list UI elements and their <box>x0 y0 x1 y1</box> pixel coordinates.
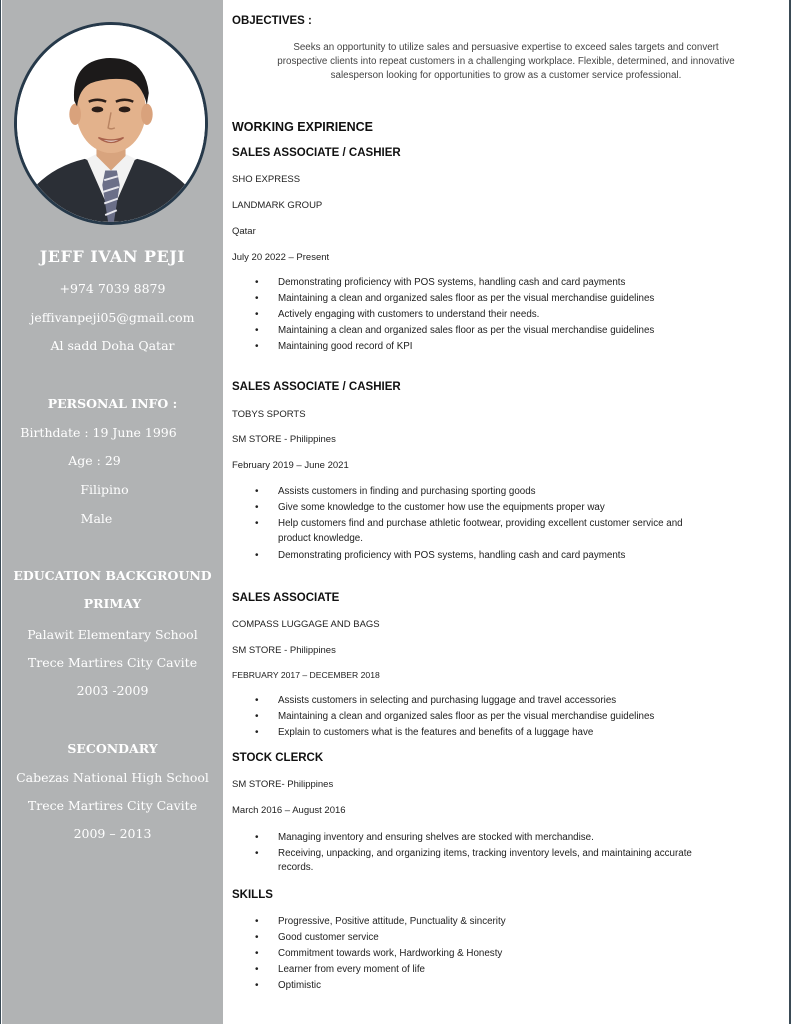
age: Age : 29 <box>68 453 121 468</box>
list-item: • Learner from every moment of life <box>278 962 758 978</box>
skills-heading: SKILLS <box>232 889 273 901</box>
list-item: • Progressive, Positive attitude, Punctuality & sincerity <box>278 914 758 930</box>
applicant-name: JEFF IVAN PEJI <box>39 247 186 266</box>
job-1-title: SALES ASSOCIATE / CASHIER <box>232 147 401 159</box>
secondary-heading: SECONDARY <box>67 741 158 756</box>
list-item: • Actively engaging with customers to understand their needs. <box>278 307 758 323</box>
job-3-dates: FEBRUARY 2017 – DECEMBER 2018 <box>232 670 380 680</box>
profile-photo <box>14 22 208 225</box>
secondary-location: Trece Martires City Cavite <box>27 798 198 813</box>
job-2-dates: February 2019 – June 2021 <box>232 460 349 471</box>
job-3-title: SALES ASSOCIATE <box>232 592 340 604</box>
education-heading: EDUCATION BACKGROUND <box>13 568 212 583</box>
job-3-location: SM STORE - Philippines <box>232 645 336 656</box>
job-2-location: SM STORE - Philippines <box>232 434 336 445</box>
primary-heading: PRIMAY <box>83 596 142 611</box>
job-1-location: Qatar <box>232 226 256 237</box>
list-item: • Explain to customers what is the features and benefits of a luggage have <box>278 725 758 741</box>
list-item: • Managing inventory and ensuring shelves are stocked with merchandise. <box>278 830 758 846</box>
primary-school: Palawit Elementary School <box>27 627 198 642</box>
secondary-school: Cabezas National High School <box>16 770 209 785</box>
list-item: • Receiving, unpacking, and organizing items, tracking inventory levels, and maintaining accurate <box>278 846 758 862</box>
list-item: • Demonstrating proficiency with POS systems, handling cash and card payments <box>278 548 758 564</box>
gender: Male <box>80 511 113 526</box>
experience-heading: WORKING EXPIRIENCE <box>232 120 373 134</box>
primary-location: Trece Martires City Cavite <box>27 655 198 670</box>
primary-years: 2003 -2009 <box>76 683 149 698</box>
list-item: • Optimistic <box>278 978 758 994</box>
list-item: • Maintaining a clean and organized sales floor as per the visual merchandise guidelines <box>278 323 758 339</box>
nationality: Filipino <box>80 482 129 497</box>
job-1-duties <box>278 275 758 355</box>
job-2-title: SALES ASSOCIATE / CASHIER <box>232 381 401 393</box>
sidebar <box>2 0 223 1024</box>
list-item: • Maintaining a clean and organized sales floor as per the visual merchandise guidelines <box>278 709 758 725</box>
personal-info-heading: PERSONAL INFO : <box>47 396 178 411</box>
list-item: • Good customer service <box>278 930 758 946</box>
profile-photo-image <box>17 25 205 222</box>
job-2-duties-cont <box>278 548 758 564</box>
objectives-line-3: salesperson looking for opportunities to grow as a customer service professional. <box>330 70 682 81</box>
objectives-line-2: prospective clients into repeat customers in a challenging workplace. Flexible, determined, and innovative <box>277 56 735 67</box>
job-4-duty-continuation: records. <box>278 862 314 873</box>
list-item: • Assists customers in finding and purchasing sporting goods <box>278 484 758 500</box>
job-2-duty-continuation: product knowledge. <box>278 533 363 544</box>
job-1-dates: July 20 2022 – Present <box>232 252 330 263</box>
secondary-years: 2009 – 2013 <box>73 826 152 841</box>
list-item: • Help customers find and purchase athletic footwear, providing excellent customer service and <box>278 516 758 532</box>
email-address: jeffivanpeji05@gmail.com <box>30 310 195 325</box>
list-item: • Demonstrating proficiency with POS systems, handling cash and card payments <box>278 275 758 291</box>
job-2-duties <box>278 484 758 532</box>
job-4-duties <box>278 830 758 862</box>
phone-number: +974 7039 8879 <box>59 281 166 296</box>
list-item: • Commitment towards work, Hardworking & Honesty <box>278 946 758 962</box>
objectives-line-1: Seeks an opportunity to utilize sales and persuasive expertise to exceed sales targets and convert <box>293 42 719 53</box>
list-item: • Assists customers in selecting and purchasing luggage and travel accessories <box>278 693 758 709</box>
job-3-company: COMPASS LUGGAGE AND BAGS <box>232 619 380 630</box>
objectives-heading: OBJECTIVES : <box>232 15 312 27</box>
skills-list <box>278 914 758 994</box>
job-4-title: STOCK CLERCK <box>232 752 324 764</box>
job-3-duties <box>278 693 758 741</box>
job-1-company: SHO EXPRESS <box>232 174 301 185</box>
list-item: • Maintaining a clean and organized sales floor as per the visual merchandise guidelines <box>278 291 758 307</box>
birthdate: Birthdate : 19 June 1996 <box>20 425 177 440</box>
list-item: • Maintaining good record of KPI <box>278 339 758 355</box>
home-address: Al sadd Doha Qatar <box>50 338 175 353</box>
job-1-group: LANDMARK GROUP <box>232 200 323 211</box>
job-4-dates: March 2016 – August 2016 <box>232 805 346 816</box>
job-2-company: TOBYS SPORTS <box>232 409 306 420</box>
job-4-location: SM STORE- Philippines <box>232 779 334 790</box>
list-item: • Give some knowledge to the customer how use the equipments proper way <box>278 500 758 516</box>
